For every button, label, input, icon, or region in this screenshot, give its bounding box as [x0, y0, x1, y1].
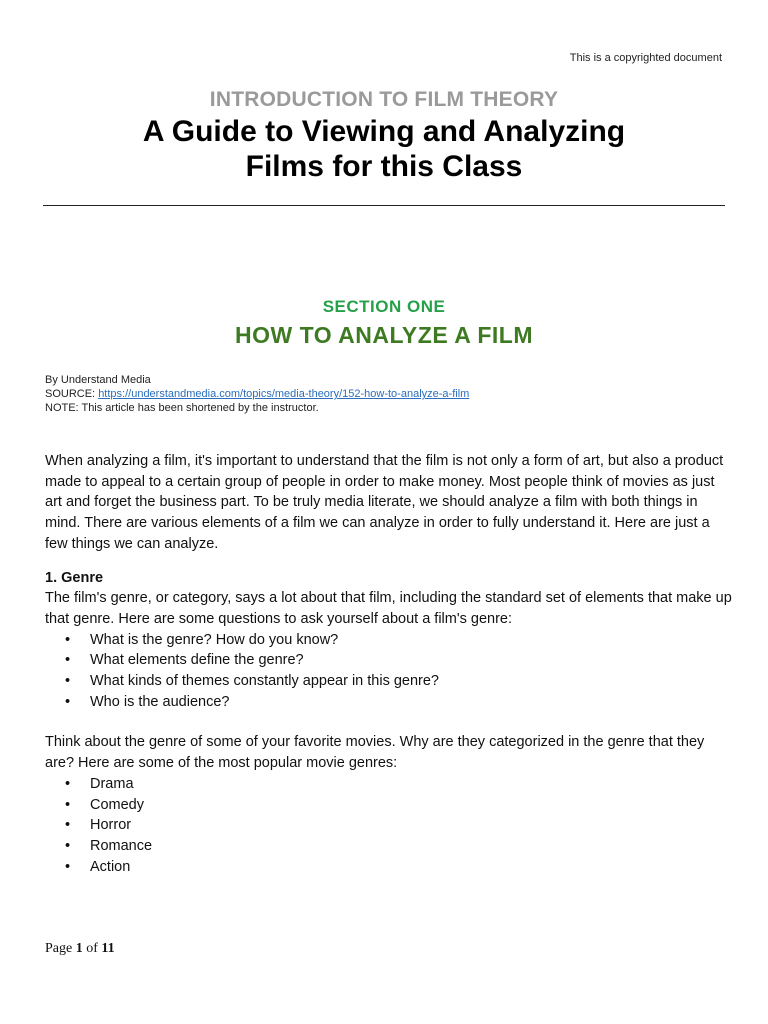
current-page: 1	[75, 941, 83, 956]
genres-list	[45, 774, 735, 878]
article-body	[45, 451, 735, 877]
list-item: • Comedy	[45, 795, 735, 816]
genre-paragraph: The film's genre, or category, says a lot about that film, including the standard set of elements that make up that genre. Here are some questions to ask yourself about a film's genre:	[45, 590, 732, 627]
note: NOTE: This article has been shortened by the instructor.	[45, 402, 319, 414]
section-title: HOW TO ANALYZE A FILM	[235, 322, 533, 348]
byline: By Understand Media	[45, 374, 151, 386]
of-word: of	[82, 941, 102, 956]
genre-questions-list	[45, 630, 735, 713]
list-item: • Horror	[45, 815, 735, 836]
spacer	[45, 712, 735, 732]
document-title-line-2: Films for this Class	[245, 150, 523, 183]
source-link[interactable]: https://understandmedia.com/topics/media-theory/152-how-to-analyze-a-film	[98, 388, 470, 400]
intro-paragraph: When analyzing a film, it's important to understand that the film is not only a form of art, but also a product made to appeal to a certain group of people in order to make money. Most people think of movies as just art and forget the business part. To be truly media literate, we should analyze a film with both things in mind. There are various elements of a film we can analyze in order to fully understand it. Here are just a few things we can analyze.	[45, 453, 724, 552]
list-item: • Romance	[45, 836, 735, 857]
page-word: Page	[45, 941, 76, 956]
list-item: • Drama	[45, 774, 735, 795]
title-divider	[43, 205, 725, 206]
genre-heading: 1. Genre	[45, 569, 104, 586]
section-label: SECTION ONE	[322, 297, 446, 316]
list-item: • What is the genre? How do you know?	[45, 630, 735, 651]
document-title	[0, 114, 768, 184]
list-item: • Who is the audience?	[45, 692, 735, 713]
document-title-line-1: A Guide to Viewing and Analyzing	[142, 115, 626, 148]
list-item: • Action	[45, 857, 735, 878]
source-label: SOURCE:	[45, 388, 99, 400]
list-item: • What elements define the genre?	[45, 650, 735, 671]
source-line	[45, 387, 725, 401]
article-meta	[45, 373, 725, 415]
page-number	[45, 941, 115, 957]
genre-followup-paragraph: Think about the genre of some of your favorite movies. Why are they categorized in the genre that they are? Here are some of the most popular movie genres:	[45, 734, 705, 772]
total-pages: 11	[101, 941, 115, 956]
list-item: • What kinds of themes constantly appear in this genre?	[45, 671, 735, 692]
course-kicker: INTRODUCTION TO FILM THEORY	[209, 88, 559, 111]
copyright-notice: This is a copyrighted document	[569, 52, 722, 64]
